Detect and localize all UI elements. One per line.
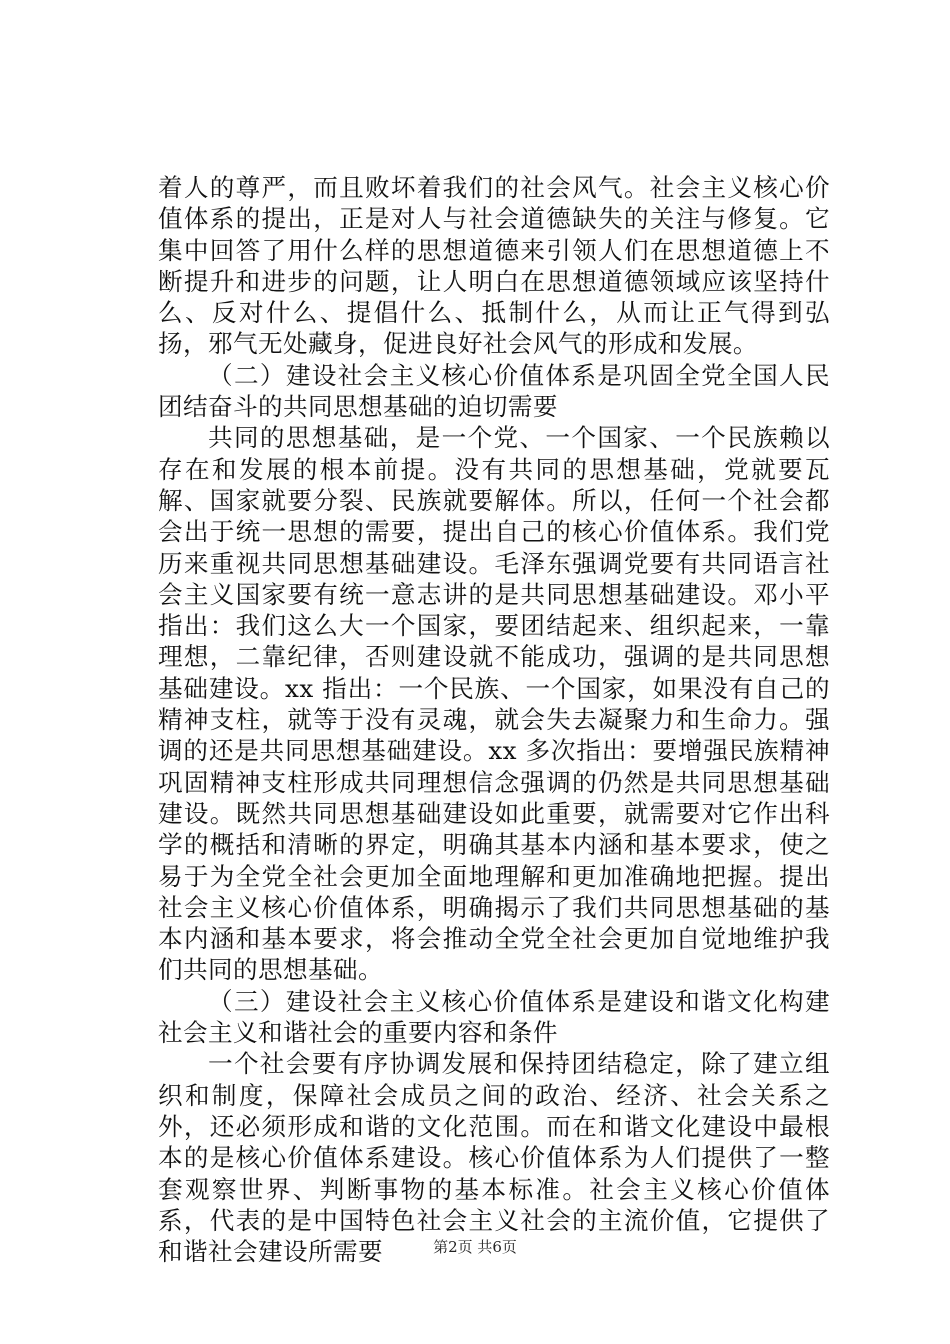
section-heading-2: （二）建设社会主义核心价值体系是巩固全党全国人民团结奋斗的共同思想基础的迫切需要 — [158, 360, 830, 422]
section-heading-3: （三）建设社会主义核心价值体系是建设和谐文化构建社会主义和谐社会的重要内容和条件 — [158, 986, 830, 1048]
document-body — [158, 172, 830, 1267]
paragraph-body-2: 共同的思想基础，是一个党、一个国家、一个民族赖以存在和发展的根本前提。没有共同的思想基础，党就要瓦解、国家就要分裂、民族就要解体。所以，任何一个社会都会出于统一思想的需要，提出自己的核心价值体系。我们党历来重视共同思想基础建设。毛泽东强调党要有共同语言社会主义国家要有统一意志讲的是共同思想基础建设。邓小平指出：我们这么大一个国家，要团结起来、组织起来，一靠理想，二靠纪律，否则建设就不能成功，强调的是共同思想基础建设。xx 指出：一个民族、一个国家，如果没有自己的精神支柱，就等于没有灵魂，就会失去凝聚力和生命力。强调的还是共同思想基础建设。xx 多次指出：要增强民族精神巩固精神支柱形成共同理想信念强调的仍然是共同思想基础建设。既然共同思想基础建设如此重要，就需要对它作出科学的概括和清晰的界定，明确其基本内涵和基本要求，使之易于为全党全社会更加全面地理解和更加准确地把握。提出社会主义核心价值体系，明确揭示了我们共同思想基础的基本内涵和基本要求，将会推动全党全社会更加自觉地维护我们共同的思想基础。 — [158, 423, 830, 985]
page-footer: 第2页 共6页 — [433, 1238, 517, 1256]
paragraph-continuation: 着人的尊严，而且败坏着我们的社会风气。社会主义核心价值体系的提出，正是对人与社会道德缺失的关注与修复。它集中回答了用什么样的思想道德来引领人们在思想道德上不断提升和进步的问题，让人明白在思想道德领域应该坚持什么、反对什么、提倡什么、抵制什么，从而让正气得到弘扬，邪气无处藏身，促进良好社会风气的形成和发展。 — [158, 173, 830, 359]
paragraph-body-3: 一个社会要有序协调发展和保持团结稳定，除了建立组织和制度，保障社会成员之间的政治、经济、社会关系之外，还必须形成和谐的文化范围。而在和谐文化建设中最根本的是核心价值体系建设。核心价值体系为人们提供了一整套观察世界、判断事物的基本标准。社会主义核心价值体系，代表的是中国特色社会主义社会的主流价值，它提供了和谐社会建设所需要 — [158, 1049, 830, 1267]
